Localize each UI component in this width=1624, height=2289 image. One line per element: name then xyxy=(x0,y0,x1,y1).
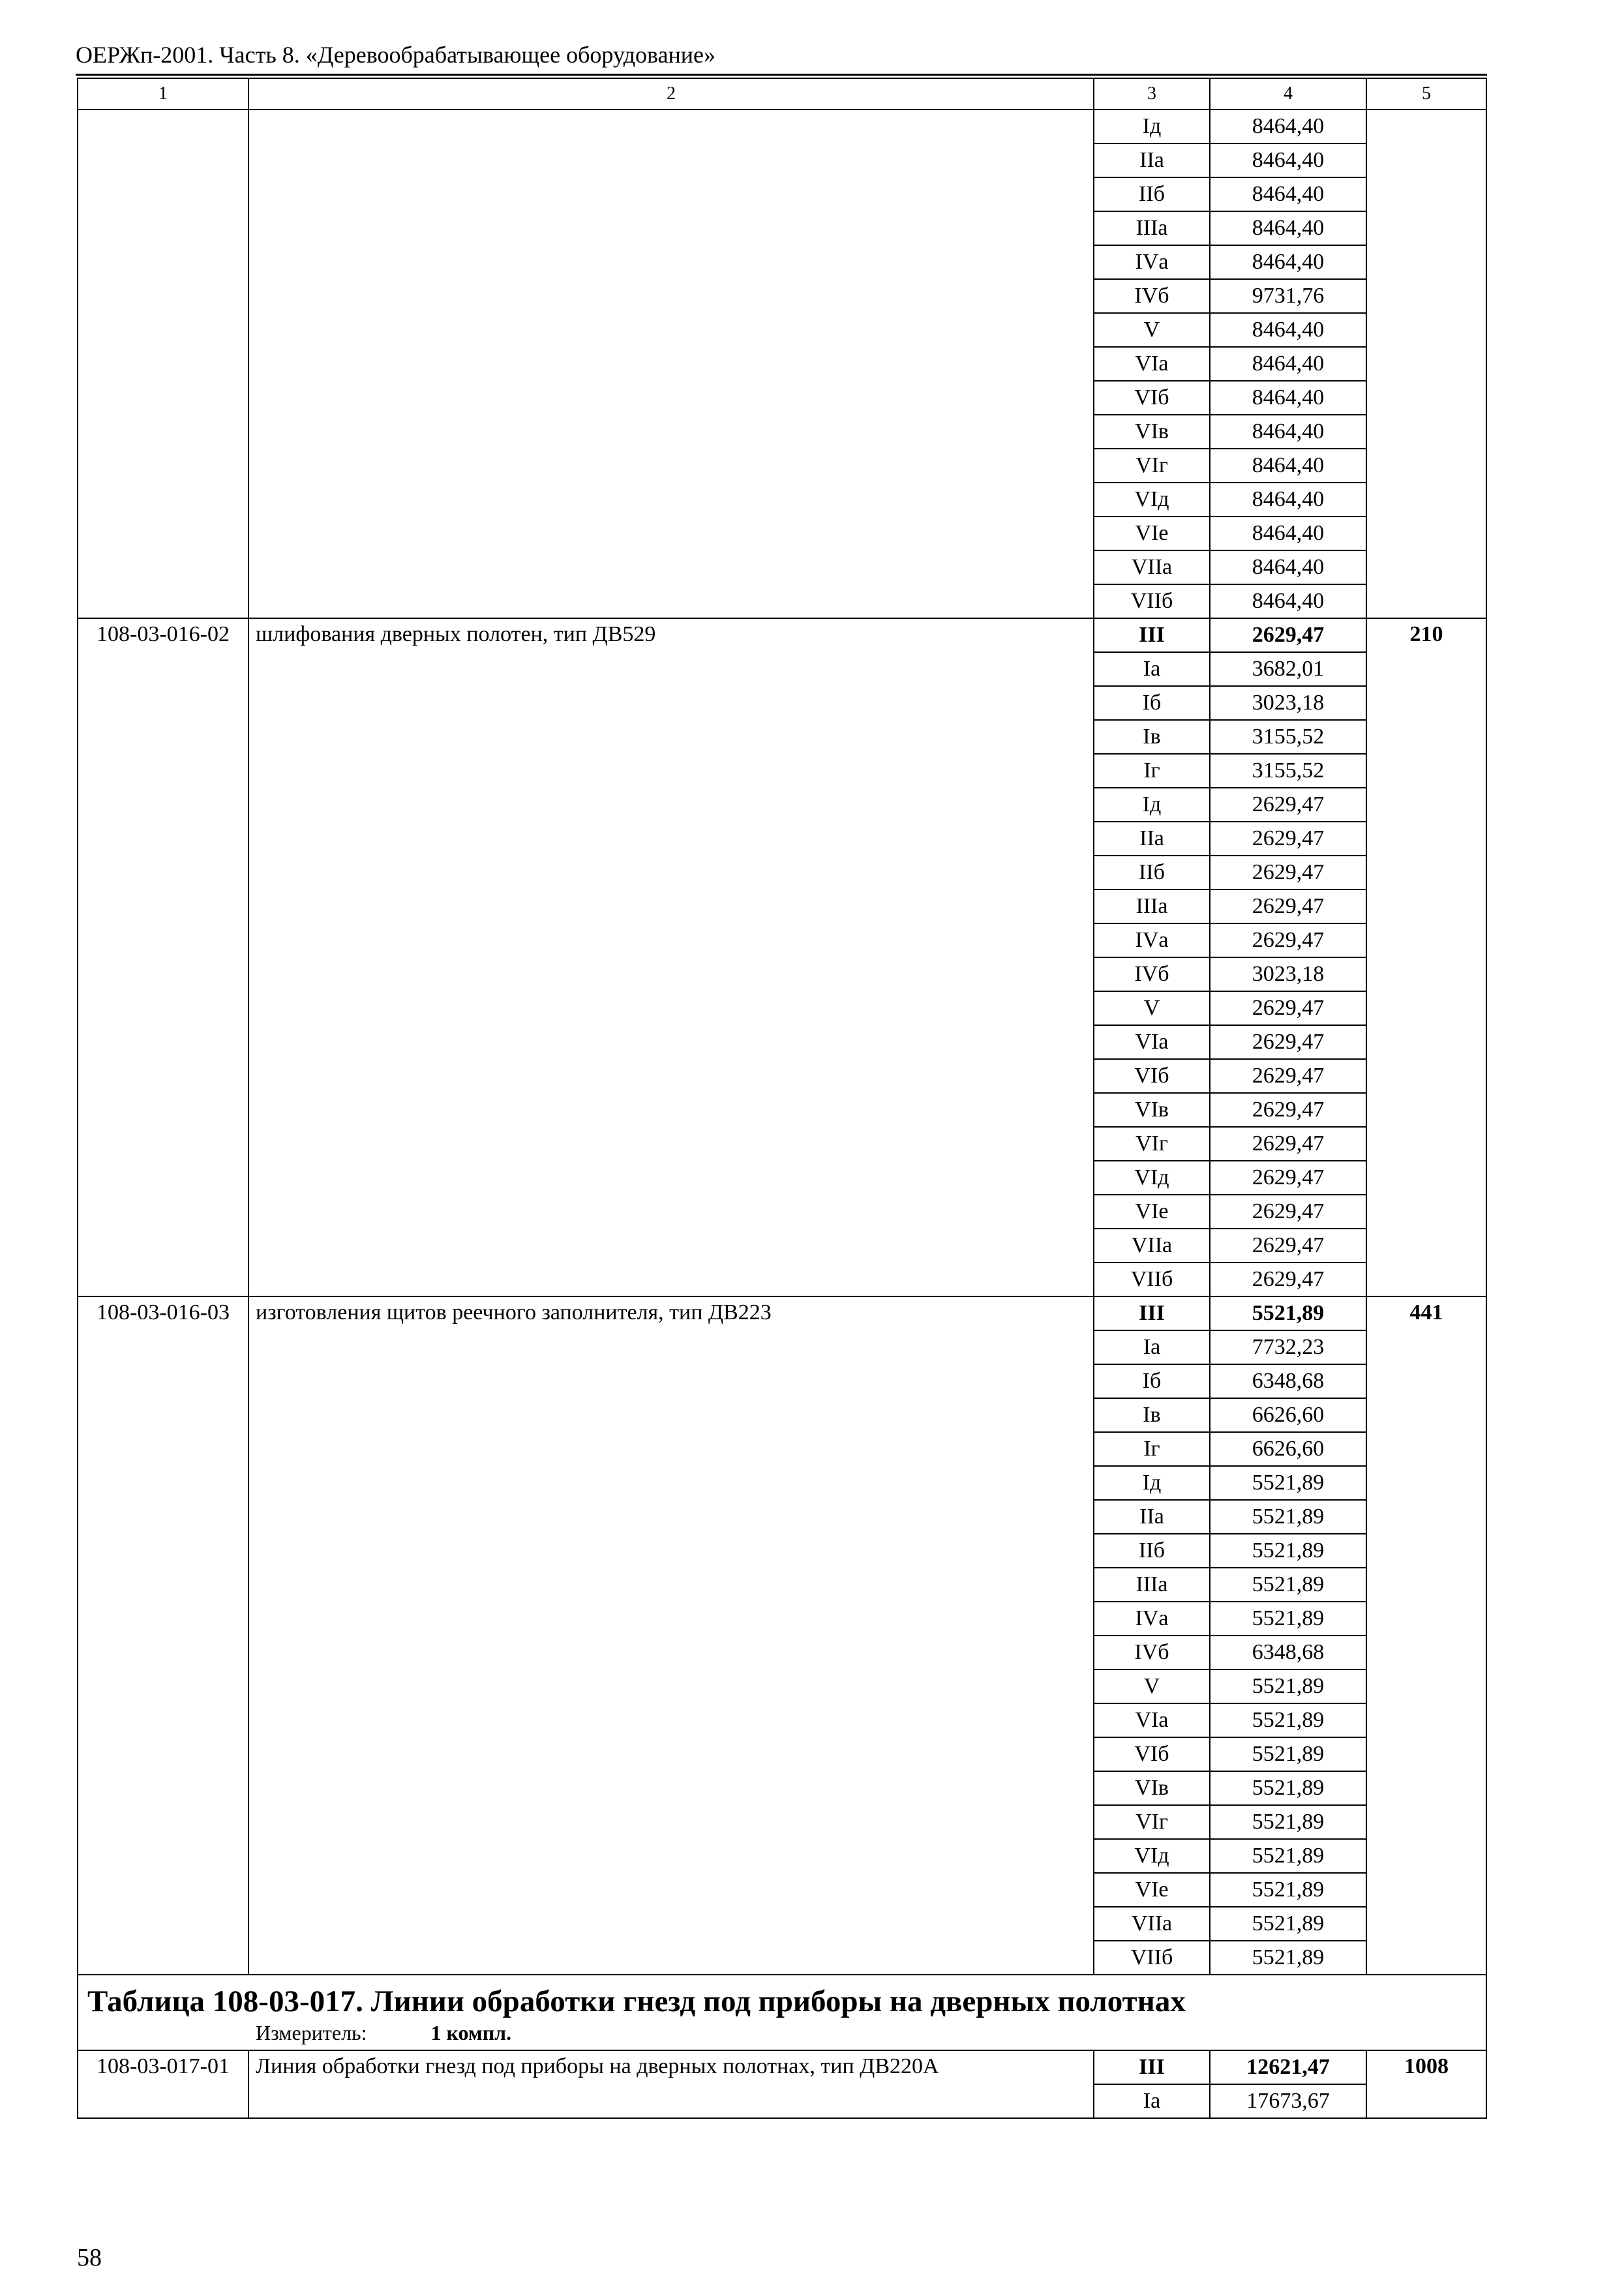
territorial-zone: VIд xyxy=(1094,1839,1210,1873)
price-value: 6348,68 xyxy=(1210,1364,1366,1398)
territorial-zone: Iа xyxy=(1094,652,1210,686)
price-value: 3023,18 xyxy=(1210,686,1366,720)
territorial-zone: Iб xyxy=(1094,1364,1210,1398)
price-table-container xyxy=(77,78,1486,2119)
rate-code xyxy=(78,110,248,618)
price-value: 7732,23 xyxy=(1210,1330,1366,1364)
rate-description: шлифования дверных полотен, тип ДВ529 xyxy=(248,618,1094,1296)
territorial-zone: Iа xyxy=(1094,2084,1210,2118)
territorial-zone: VIIб xyxy=(1094,584,1210,618)
price-value: 2629,47 xyxy=(1210,1025,1366,1059)
territorial-zone: IIб xyxy=(1094,1534,1210,1568)
price-value: 5521,89 xyxy=(1210,1602,1366,1636)
unit-label: Измеритель: xyxy=(256,2021,367,2044)
territorial-zone: VIд xyxy=(1094,483,1210,516)
territorial-zone: Iд xyxy=(1094,1466,1210,1500)
price-value: 8464,40 xyxy=(1210,550,1366,584)
price-value: 2629,47 xyxy=(1210,1263,1366,1296)
territorial-zone: III xyxy=(1094,1296,1210,1330)
price-value: 8464,40 xyxy=(1210,347,1366,381)
territorial-zone: IVа xyxy=(1094,1602,1210,1636)
header-rule xyxy=(76,74,1487,76)
price-value: 2629,47 xyxy=(1210,618,1366,652)
price-value: 8464,40 xyxy=(1210,313,1366,347)
labor-value: 210 xyxy=(1366,618,1486,1296)
price-value: 8464,40 xyxy=(1210,516,1366,550)
price-value: 2629,47 xyxy=(1210,1161,1366,1195)
price-value: 8464,40 xyxy=(1210,415,1366,449)
price-value: 5521,89 xyxy=(1210,1839,1366,1873)
price-value: 3023,18 xyxy=(1210,957,1366,991)
section-header-row xyxy=(78,1975,1486,2050)
territorial-zone: Iв xyxy=(1094,1398,1210,1432)
table-row xyxy=(78,1296,1486,1330)
price-value: 8464,40 xyxy=(1210,245,1366,279)
page-header: ОЕРЖп-2001. Часть 8. «Деревообрабатывающее оборудование» xyxy=(76,42,716,68)
price-value: 2629,47 xyxy=(1210,822,1366,856)
price-table xyxy=(77,78,1487,2119)
labor-value xyxy=(1366,110,1486,618)
price-value: 2629,47 xyxy=(1210,1059,1366,1093)
territorial-zone: III xyxy=(1094,618,1210,652)
labor-value: 1008 xyxy=(1366,2050,1486,2118)
column-number: 3 xyxy=(1094,78,1210,110)
price-value: 6626,60 xyxy=(1210,1398,1366,1432)
territorial-zone: IIб xyxy=(1094,177,1210,211)
territorial-zone: Iа xyxy=(1094,1330,1210,1364)
territorial-zone: VIа xyxy=(1094,1025,1210,1059)
price-value: 3155,52 xyxy=(1210,754,1366,788)
territorial-zone: VIIа xyxy=(1094,1907,1210,1941)
rate-description xyxy=(248,110,1094,618)
price-value: 5521,89 xyxy=(1210,1805,1366,1839)
column-number: 4 xyxy=(1210,78,1366,110)
price-value: 8464,40 xyxy=(1210,211,1366,245)
section-title: Таблица 108-03-017. Линии обработки гнезд под приборы на дверных полотнах xyxy=(87,1984,1186,2018)
price-value: 8464,40 xyxy=(1210,177,1366,211)
price-value: 2629,47 xyxy=(1210,1127,1366,1161)
territorial-zone: IIIа xyxy=(1094,211,1210,245)
territorial-zone: VIд xyxy=(1094,1161,1210,1195)
territorial-zone: VIг xyxy=(1094,1805,1210,1839)
rate-description: изготовления щитов реечного заполнителя, тип ДВ223 xyxy=(248,1296,1094,1975)
territorial-zone: IVа xyxy=(1094,923,1210,957)
section-header-cell xyxy=(78,1975,1486,2050)
price-value: 8464,40 xyxy=(1210,381,1366,415)
table-row xyxy=(78,618,1486,652)
price-value: 9731,76 xyxy=(1210,279,1366,313)
price-value: 2629,47 xyxy=(1210,1093,1366,1127)
price-value: 2629,47 xyxy=(1210,856,1366,890)
price-value: 8464,40 xyxy=(1210,449,1366,483)
price-value: 2629,47 xyxy=(1210,890,1366,923)
territorial-zone: Iд xyxy=(1094,788,1210,822)
column-number: 5 xyxy=(1366,78,1486,110)
column-number: 2 xyxy=(248,78,1094,110)
territorial-zone: III xyxy=(1094,2050,1210,2084)
price-value: 5521,89 xyxy=(1210,1466,1366,1500)
territorial-zone: VIа xyxy=(1094,1703,1210,1737)
price-value: 2629,47 xyxy=(1210,788,1366,822)
page-number: 58 xyxy=(77,2244,102,2271)
price-value: 6348,68 xyxy=(1210,1636,1366,1669)
territorial-zone: VIб xyxy=(1094,381,1210,415)
rate-code: 108-03-016-02 xyxy=(78,618,248,1296)
territorial-zone: IVа xyxy=(1094,245,1210,279)
territorial-zone: IIа xyxy=(1094,143,1210,177)
unit-line xyxy=(87,2020,1486,2046)
territorial-zone: Iг xyxy=(1094,1432,1210,1466)
price-value: 5521,89 xyxy=(1210,1907,1366,1941)
territorial-zone: IIIа xyxy=(1094,890,1210,923)
territorial-zone: VIб xyxy=(1094,1737,1210,1771)
territorial-zone: IIIа xyxy=(1094,1568,1210,1602)
rate-code: 108-03-016-03 xyxy=(78,1296,248,1975)
territorial-zone: VIг xyxy=(1094,1127,1210,1161)
price-value: 2629,47 xyxy=(1210,1229,1366,1263)
column-number-row xyxy=(78,78,1486,110)
territorial-zone: VIг xyxy=(1094,449,1210,483)
price-value: 3682,01 xyxy=(1210,652,1366,686)
territorial-zone: V xyxy=(1094,1669,1210,1703)
unit-value: 1 компл. xyxy=(430,2021,512,2044)
territorial-zone: Iд xyxy=(1094,110,1210,143)
rate-code: 108-03-017-01 xyxy=(78,2050,248,2118)
price-value: 5521,89 xyxy=(1210,1534,1366,1568)
territorial-zone: IIб xyxy=(1094,856,1210,890)
price-value: 8464,40 xyxy=(1210,584,1366,618)
price-value: 12621,47 xyxy=(1210,2050,1366,2084)
price-value: 5521,89 xyxy=(1210,1771,1366,1805)
territorial-zone: VIа xyxy=(1094,347,1210,381)
price-value: 5521,89 xyxy=(1210,1296,1366,1330)
price-value: 8464,40 xyxy=(1210,143,1366,177)
table-row xyxy=(78,110,1486,143)
territorial-zone: IVб xyxy=(1094,1636,1210,1669)
column-number: 1 xyxy=(78,78,248,110)
territorial-zone: V xyxy=(1094,991,1210,1025)
territorial-zone: VIе xyxy=(1094,1873,1210,1907)
territorial-zone: V xyxy=(1094,313,1210,347)
territorial-zone: VIIа xyxy=(1094,1229,1210,1263)
territorial-zone: VIе xyxy=(1094,1195,1210,1229)
price-value: 2629,47 xyxy=(1210,1195,1366,1229)
price-table-body xyxy=(78,78,1486,2118)
table-row xyxy=(78,2050,1486,2084)
price-value: 5521,89 xyxy=(1210,1703,1366,1737)
price-value: 5521,89 xyxy=(1210,1737,1366,1771)
price-value: 8464,40 xyxy=(1210,110,1366,143)
territorial-zone: VIIб xyxy=(1094,1941,1210,1975)
territorial-zone: Iб xyxy=(1094,686,1210,720)
price-value: 6626,60 xyxy=(1210,1432,1366,1466)
price-value: 5521,89 xyxy=(1210,1941,1366,1975)
price-value: 8464,40 xyxy=(1210,483,1366,516)
territorial-zone: VIе xyxy=(1094,516,1210,550)
price-value: 5521,89 xyxy=(1210,1669,1366,1703)
rate-description: Линия обработки гнезд под приборы на дверных полотнах, тип ДВ220А xyxy=(248,2050,1094,2118)
territorial-zone: VIв xyxy=(1094,1093,1210,1127)
price-value: 5521,89 xyxy=(1210,1873,1366,1907)
territorial-zone: Iв xyxy=(1094,720,1210,754)
territorial-zone: VIв xyxy=(1094,1771,1210,1805)
territorial-zone: IVб xyxy=(1094,279,1210,313)
territorial-zone: VIIа xyxy=(1094,550,1210,584)
labor-value: 441 xyxy=(1366,1296,1486,1975)
territorial-zone: IIа xyxy=(1094,822,1210,856)
price-value: 5521,89 xyxy=(1210,1568,1366,1602)
territorial-zone: VIб xyxy=(1094,1059,1210,1093)
territorial-zone: VIв xyxy=(1094,415,1210,449)
price-value: 2629,47 xyxy=(1210,923,1366,957)
territorial-zone: IVб xyxy=(1094,957,1210,991)
price-value: 17673,67 xyxy=(1210,2084,1366,2118)
price-value: 5521,89 xyxy=(1210,1500,1366,1534)
territorial-zone: Iг xyxy=(1094,754,1210,788)
price-value: 2629,47 xyxy=(1210,991,1366,1025)
price-value: 3155,52 xyxy=(1210,720,1366,754)
territorial-zone: IIа xyxy=(1094,1500,1210,1534)
territorial-zone: VIIб xyxy=(1094,1263,1210,1296)
